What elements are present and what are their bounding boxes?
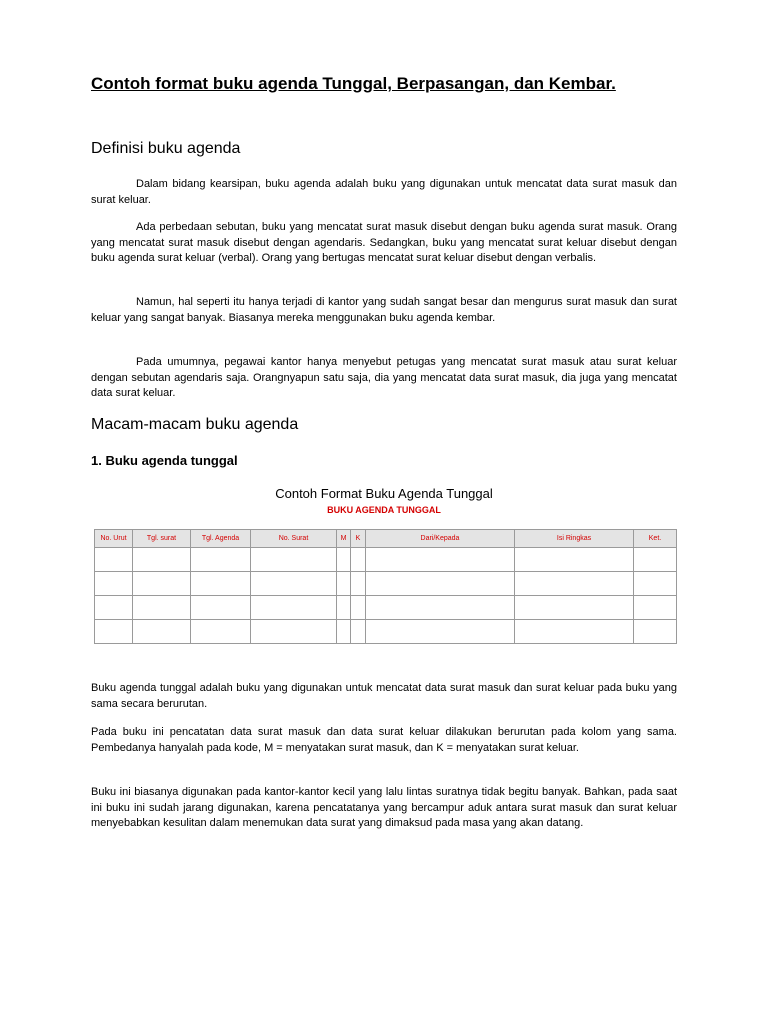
table-row <box>95 620 677 644</box>
table-cell <box>366 620 515 644</box>
table-cell <box>515 596 634 620</box>
table-cell <box>133 596 191 620</box>
column-header: Ket. <box>634 530 677 548</box>
figure-subtitle: BUKU AGENDA TUNGGAL <box>327 505 441 515</box>
table-cell <box>366 572 515 596</box>
column-header: K <box>351 530 366 548</box>
table-cell <box>515 548 634 572</box>
table-cell <box>191 596 251 620</box>
table-cell <box>251 620 337 644</box>
table-cell <box>251 572 337 596</box>
document-title: Contoh format buku agenda Tunggal, Berpasangan, dan Kembar. <box>91 74 616 93</box>
table-cell <box>251 596 337 620</box>
table-header-row <box>95 530 677 548</box>
column-header: No. Urut <box>95 530 133 548</box>
table-cell <box>366 596 515 620</box>
table-cell <box>191 548 251 572</box>
column-header: No. Surat <box>251 530 337 548</box>
figure-title: Contoh Format Buku Agenda Tunggal <box>275 486 493 501</box>
subheading-buku-agenda-tunggal: 1. Buku agenda tunggal <box>91 453 238 468</box>
agenda-table <box>94 529 677 644</box>
table-cell <box>634 572 677 596</box>
table-cell <box>634 620 677 644</box>
column-header: Isi Ringkas <box>515 530 634 548</box>
table-row <box>95 572 677 596</box>
table-cell <box>133 620 191 644</box>
table-cell <box>515 620 634 644</box>
table-cell <box>95 596 133 620</box>
table-row <box>95 596 677 620</box>
column-header: Tgl. surat <box>133 530 191 548</box>
table-cell <box>366 548 515 572</box>
table-cell <box>337 596 351 620</box>
table-cell <box>337 620 351 644</box>
table-cell <box>95 620 133 644</box>
table-cell <box>351 548 366 572</box>
table-cell <box>95 572 133 596</box>
table-cell <box>351 620 366 644</box>
table-cell <box>251 548 337 572</box>
paragraph-definisi-4: Pada umumnya, pegawai kantor hanya menyebut petugas yang mencatat surat masuk atau surat keluar dengan sebutan agendaris saja. Orangnyapun satu saja, dia yang mencatat data surat masuk, dia juga yang mencatat data surat keluar. <box>91 356 677 399</box>
table-cell <box>133 572 191 596</box>
table-cell <box>191 620 251 644</box>
section-heading-macam: Macam-macam buku agenda <box>91 416 299 433</box>
table-cell <box>515 572 634 596</box>
paragraph-tunggal-2: Pada buku ini pencatatan data surat masuk dan data surat keluar dilakukan berurutan pada kolom yang sama. Pembedanya hanyalah pada kode, M = menyatakan surat masuk, dan K = menyatakan surat keluar. <box>91 726 677 754</box>
paragraph-definisi-1: Dalam bidang kearsipan, buku agenda adalah buku yang digunakan untuk mencatat data surat masuk dan surat keluar. <box>91 178 677 206</box>
table-cell <box>191 572 251 596</box>
table-cell <box>634 596 677 620</box>
table-cell <box>133 548 191 572</box>
table-cell <box>337 572 351 596</box>
paragraph-definisi-3: Namun, hal seperti itu hanya terjadi di kantor yang sudah sangat besar dan mengurus surat masuk dan surat keluar yang sangat banyak. Biasanya mereka menggunakan buku agenda kembar. <box>91 296 677 324</box>
paragraph-definisi-2: Ada perbedaan sebutan, buku yang mencatat surat masuk disebut dengan buku agenda surat masuk. Orang yang mencatat surat masuk disebut dengan agendaris. Sedangkan, buku yang mencatat surat keluar disebut dengan buku agenda surat keluar (verbal). Orang yang bertugas mencatat surat keluar disebut dengan verbalis. <box>91 221 677 264</box>
table-cell <box>95 548 133 572</box>
section-heading-definisi: Definisi buku agenda <box>91 140 241 157</box>
table-cell <box>351 572 366 596</box>
column-header: Dari/Kepada <box>366 530 515 548</box>
table-cell <box>351 596 366 620</box>
column-header: M <box>337 530 351 548</box>
table-cell <box>634 548 677 572</box>
paragraph-tunggal-1: Buku agenda tunggal adalah buku yang digunakan untuk mencatat data surat masuk dan surat keluar pada buku yang sama secara berurutan. <box>91 682 677 710</box>
table-cell <box>337 548 351 572</box>
table-row <box>95 548 677 572</box>
paragraph-tunggal-3: Buku ini biasanya digunakan pada kantor-kantor kecil yang lalu lintas suratnya tidak begitu banyak. Bahkan, pada saat ini buku ini sudah jarang digunakan, karena pencatatanya yang bercampur aduk antara surat masuk dan surat keluar menyebabkan kesulitan dalam menemukan data surat yang dimaksud pada masa yang akan datang. <box>91 786 677 829</box>
column-header: Tgl. Agenda <box>191 530 251 548</box>
